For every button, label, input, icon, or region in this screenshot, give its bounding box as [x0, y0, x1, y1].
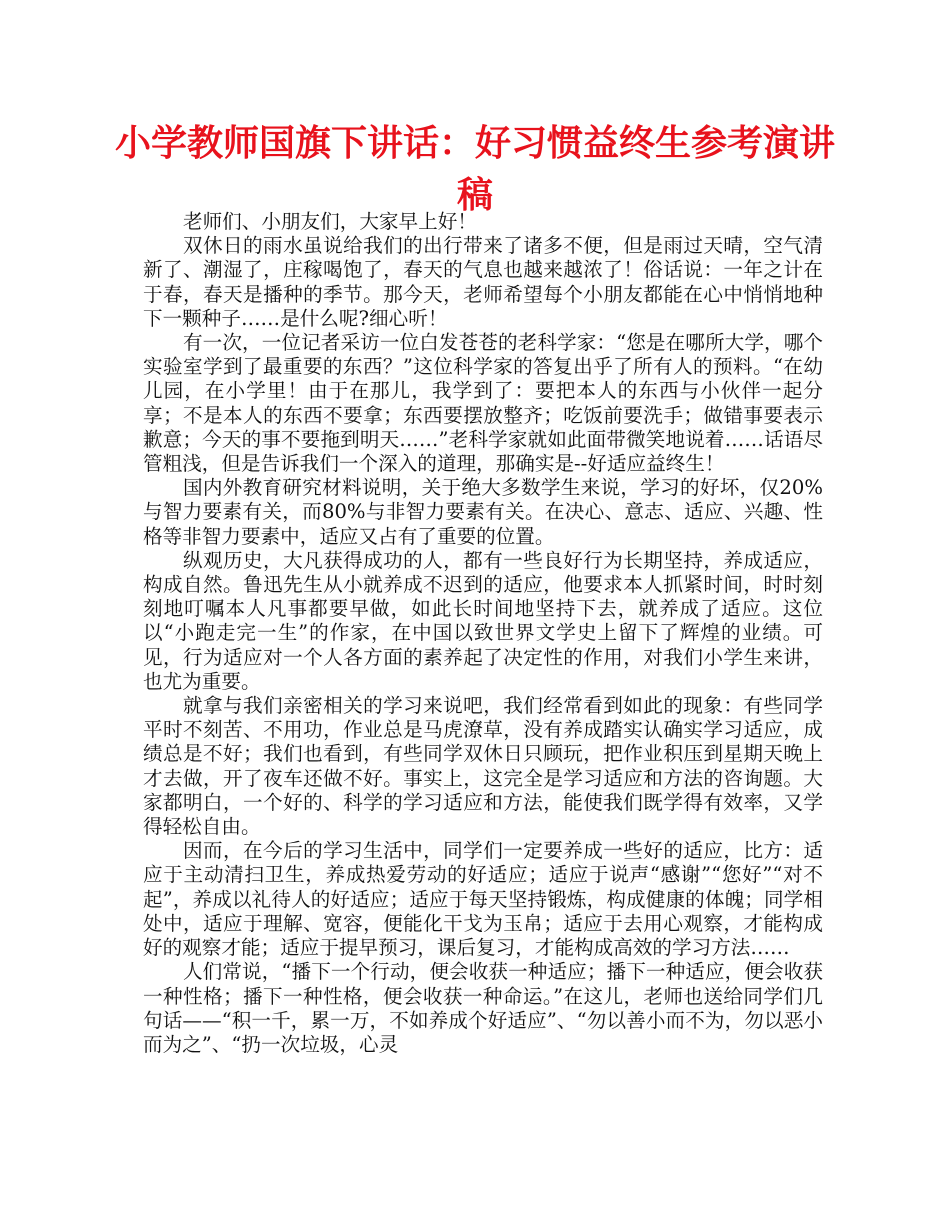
paragraph-research: 国内外教育研究材料说明，关于绝大多数学生来说，学习的好坏，仅20%与智力要素有关，而80%与非智力要素有关。在决心、意志、适应、兴趣、性格等非智力要素中，适应又占有了重要的位置。	[143, 476, 823, 548]
document-title: 小学教师国旗下讲话：好习惯益终生参考演讲稿	[114, 123, 835, 216]
paragraph-scientist: 有一次，一位记者采访一位白发苍苍的老科学家：“您是在哪所大学，哪个实验室学到了最重要的东西？”这位科学家的答复出乎了所有人的预料。“在幼儿园，在小学里！由于在那儿，我学到了：要把本人的东西与小伙伴一起分享；不是本人的东西不要拿；东西要摆放整齐；吃饭前要洗手；做错事要表示歉意；今天的事不要拖到明天……”老科学家就如此面带微笑地说着……话语尽管粗浅，但是告诉我们一个深入的道理，那确实是--好适应益终生！	[143, 331, 823, 476]
paragraph-sayings: 人们常说，“播下一个行动，便会收获一种适应；播下一种适应，便会收获一种性格；播下一种性格，便会收获一种命运。”在这儿，老师也送给同学们几句话——“积一千，累一万，不如养成个好适应”、“勿以善小而不为，勿以恶小而为之”、“扔一次垃圾，心灵	[143, 960, 823, 1056]
paragraph-spring: 双休日的雨水虽说给我们的出行带来了诸多不便，但是雨过天晴，空气清新了、潮湿了，庄稼喝饱了，春天的气息也越来越浓了！俗话说：一年之计在于春，春天是播种的季节。那今天，老师希望每个小朋友都能在心中悄悄地种下一颗种子……是什么呢?细心听！	[143, 234, 823, 330]
paragraph-study-habits: 就拿与我们亲密相关的学习来说吧，我们经常看到如此的现象：有些同学平时不刻苦、不用功，作业总是马虎潦草，没有养成踏实认确实学习适应，成绩总是不好；我们也看到，有些同学双休日只顾玩，把作业积压到星期天晚上才去做，开了夜车还做不好。事实上，这完全是学习适应和方法的咨询题。大家都明白，一个好的、科学的学习适应和方法，能使我们既学得有效率，又学得轻松自由。	[143, 694, 823, 839]
paragraph-good-habits: 因而，在今后的学习生活中，同学们一定要养成一些好的适应，比方：适应于主动清扫卫生，养成热爱劳动的好适应；适应于说声“感谢”“您好”“对不起”，养成以礼待人的好适应；适应于每天坚持锻炼，构成健康的体魄；同学相处中，适应于理解、宽容，便能化干戈为玉帛；适应于去用心观察，才能构成好的观察才能；适应于提早预习，课后复习，才能构成高效的学习方法……	[143, 839, 823, 960]
paragraph-greeting: 老师们、小朋友们，大家早上好！	[183, 210, 477, 233]
paragraph-history: 纵观历史，大凡获得成功的人，都有一些良好行为长期坚持，养成适应，构成自然。鲁迅先生从小就养成不迟到的适应，他要求本人抓紧时间，时时刻刻地叮嘱本人凡事都要早做，如此长时间地坚持下去，就养成了适应。这位以“小跑走完一生”的作家，在中国以致世界文学史上留下了辉煌的业绩。可见，行为适应对一个人各方面的素养起了决定性的作用，对我们小学生来讲，也尤为重要。	[143, 548, 823, 693]
document-body	[143, 210, 823, 1057]
